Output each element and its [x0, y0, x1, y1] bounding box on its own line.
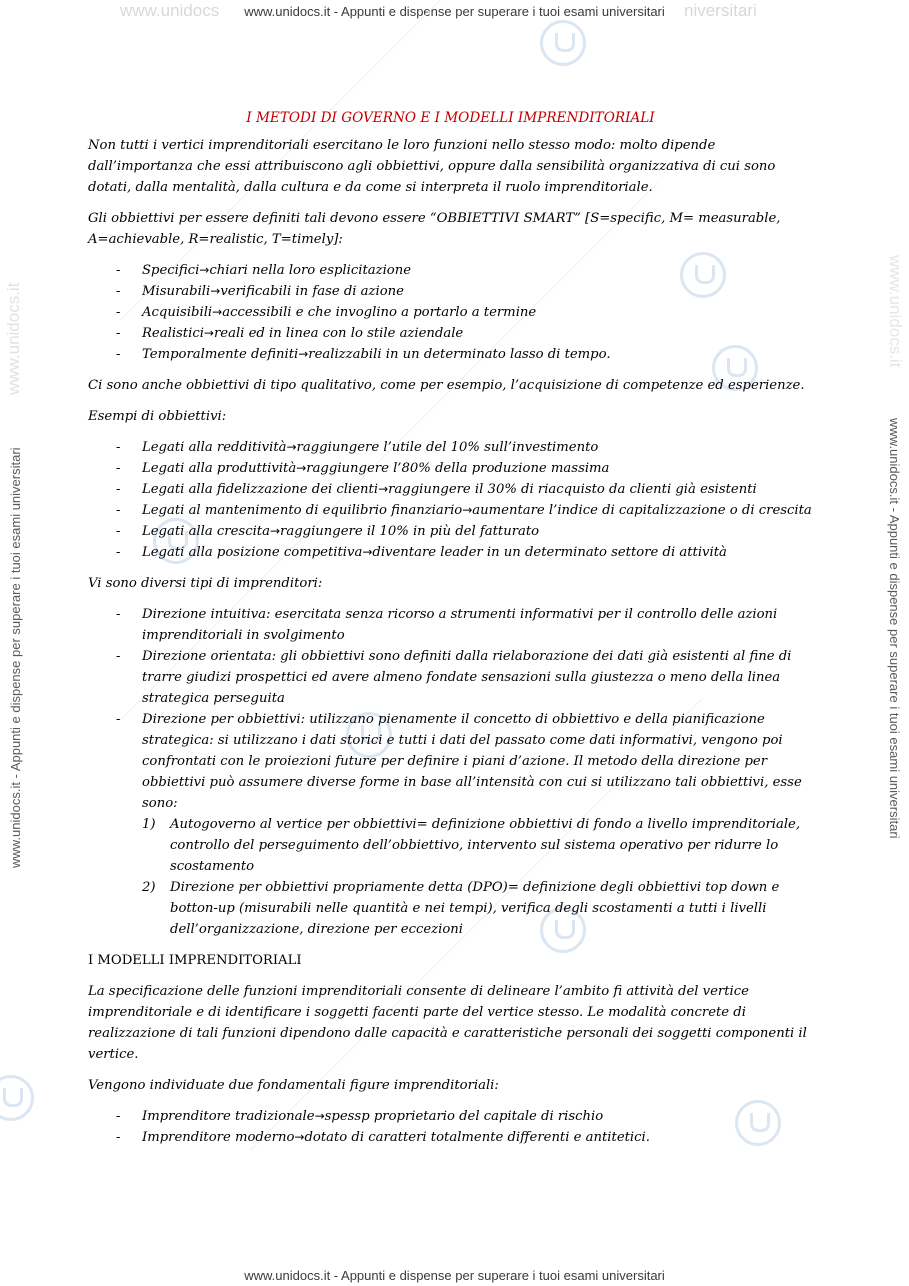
document-body: [88, 108, 813, 1158]
item-desc: verificabili in fase di azione: [220, 284, 404, 299]
item-desc: raggiungere il 30% di riacquisto da clienti già esistenti: [388, 482, 757, 497]
item-term: Legati al mantenimento di equilibrio finanziario: [142, 503, 463, 518]
list-item: [88, 323, 813, 344]
item-desc: realizzabili in un determinato lasso di tempo.: [308, 347, 611, 362]
arrow-icon: →: [286, 440, 297, 454]
types-intro: Vi sono diversi tipi di imprenditori:: [88, 576, 323, 591]
qualitative-paragraph: Ci sono anche obbiettivi di tipo qualitativo, come per esempio, l’acquisizione di competenze ed esperienze.: [88, 378, 805, 393]
list-item: [88, 281, 813, 302]
arrow-icon: →: [203, 326, 214, 340]
side-banner-left: www.unidocs.it - Appunti e dispense per superare i tuoi esami universitari: [8, 447, 23, 868]
numbered-item: [142, 814, 813, 877]
item-number: 1): [142, 817, 156, 832]
types-list: [88, 604, 813, 940]
arrow-icon: →: [314, 1109, 325, 1123]
arrow-icon: →: [269, 524, 281, 538]
arrow-icon: →: [210, 284, 221, 298]
list-item: [88, 542, 813, 563]
item-term: Legati alla redditività: [142, 440, 287, 455]
numbered-list: [142, 814, 813, 940]
side-banner-right: www.unidocs.it - Appunti e dispense per superare i tuoi esami universitari: [887, 418, 902, 839]
list-item: [88, 344, 813, 365]
arrow-icon: →: [212, 305, 223, 319]
section-heading: I MODELLI IMPRENDITORIALI: [88, 953, 302, 968]
section2-figures-intro: Vengono individuate due fondamentali figure imprenditoriali:: [88, 1078, 499, 1093]
list-item: [88, 500, 813, 521]
arrow-icon: →: [294, 1130, 305, 1144]
arrow-icon: →: [298, 347, 309, 361]
arrow-icon: →: [296, 461, 307, 475]
item-term: Acquisibili: [142, 305, 213, 320]
list-item: [88, 1106, 813, 1127]
smart-list: [88, 260, 813, 365]
item-desc: raggiungere l’utile del 10% sull’investimento: [296, 440, 599, 455]
item-desc: dotato di caratteri totalmente differenti e antitetici.: [304, 1130, 650, 1145]
item-desc: chiari nella loro esplicitazione: [209, 263, 412, 278]
list-item: - Direzione orientata: gli obbiettivi sono definiti dalla rielaborazione dei dati già esistenti al fine di trarre giudizi prospettici ed avere almeno fondate sensazioni sulla giustezza o meno della linea strategica perseguita: [88, 646, 813, 709]
item-desc: reali ed in linea con lo stile aziendale: [213, 326, 464, 341]
arrow-icon: →: [462, 503, 473, 517]
list-item: [88, 302, 813, 323]
list-item: [88, 1127, 813, 1148]
list-item: [88, 458, 813, 479]
side-ghost-left: www.unidocs.it: [4, 282, 23, 395]
item-text: Direzione per obbiettivi propriamente detta (DPO)= definizione degli obbiettivi top down e botton-up (misurabili nelle quantità e nei tempi), verifica degli scostamenti a tutti i livelli dell’organizzazione, direzione per eccezioni: [170, 880, 780, 937]
item-term: Legati alla fidelizzazione dei clienti: [142, 482, 379, 497]
item-desc: aumentare l’indice di capitalizzazione o di crescita: [472, 503, 812, 518]
arrow-icon: →: [362, 545, 373, 559]
side-ghost-right: www.unidocs.it: [886, 255, 905, 368]
item-term: Realistici: [142, 326, 204, 341]
figures-list: [88, 1106, 813, 1148]
item-text: Direzione per obbiettivi: utilizzano pienamente il concetto di obbiettivo e della pianificazione strategica: si utilizzano i dati storici e tutti i dati del passato come dati informativi, vengono poi confrontati con le proiezioni future per definire i piani d’azione. Il metodo della direzione per obbiettivi può assumere diverse forme in base all’intensità con cui si utilizzano tali obbiettivi, esse sono:: [142, 712, 802, 811]
list-item: [88, 709, 813, 940]
list-item: [88, 521, 813, 542]
list-item: [88, 479, 813, 500]
section2-paragraph: La specificazione delle funzioni imprenditoriali consente di delineare l’ambito fi attività del vertice imprenditoriale e di identificare i soggetti facenti parte del vertice stesso. Le modalità concrete di realizzazione di tali funzioni dipendono dalle capacità e caratteristiche personali dei soggetti componenti il vertice.: [88, 984, 807, 1062]
smart-intro-paragraph: Gli obbiettivi per essere definiti tali devono essere “OBBIETTIVI SMART” [S=specific, M= measurable, A=achievable, R=realistic, T=timely]:: [88, 211, 781, 247]
intro-paragraph: Non tutti i vertici imprenditoriali esercitano le loro funzioni nello stesso modo: molto dipende dall’importanza che essi attribuiscono agli obbiettivi, oppure dalla sensibilità organizzativa di cui sono dotati, dalla mentalità, dalla cultura e da come si interpreta il ruolo imprenditoriale.: [88, 138, 776, 195]
examples-list: [88, 437, 813, 563]
header-ghost-left: www.unidocs: [120, 1, 220, 20]
item-desc: spessp proprietario del capitale di rischio: [324, 1109, 604, 1124]
item-desc: accessibili e che invoglino a portarlo a termine: [222, 305, 537, 320]
item-term: Legati alla crescita: [142, 524, 270, 539]
item-term: Legati alla posizione competitiva: [142, 545, 363, 560]
item-desc: diventare leader in un determinato settore di attività: [372, 545, 727, 560]
list-item: - Direzione intuitiva: esercitata senza ricorso a strumenti informativi per il controllo delle azioni imprenditoriali in svolgimento: [88, 604, 813, 646]
item-desc: raggiungere il 10% in più del fatturato: [280, 524, 540, 539]
header-ghost-right: niversitari: [684, 1, 757, 20]
watermark-logo-icon: [540, 20, 586, 66]
item-term: Legati alla produttività: [142, 461, 297, 476]
examples-intro: Esempi di obbiettivi:: [88, 409, 227, 424]
footer-text: www.unidocs.it - Appunti e dispense per superare i tuoi esami universitari: [244, 1268, 665, 1283]
item-term: Misurabili: [142, 284, 211, 299]
item-desc: raggiungere l’80% della produzione massima: [306, 461, 610, 476]
header-text: www.unidocs.it - Appunti e dispense per superare i tuoi esami universitari: [244, 4, 665, 19]
item-term: Specifici: [142, 263, 200, 278]
page-footer: [0, 1268, 909, 1283]
item-text: Autogoverno al vertice per obbiettivi= definizione obbiettivi di fondo a livello imprenditoriale, controllo del perseguimento dell’obbiettivo, intervento sul sistema operativo per ridurre lo scostamento: [170, 817, 801, 874]
list-item: [88, 260, 813, 281]
watermark-logo-icon: [0, 1075, 34, 1121]
item-term: Temporalmente definiti: [142, 347, 299, 362]
item-term: Imprenditore tradizionale: [142, 1109, 315, 1124]
page-title: I METODI DI GOVERNO E I MODELLI IMPRENDITORIALI: [246, 110, 655, 126]
numbered-item: [142, 877, 813, 940]
list-item: [88, 437, 813, 458]
page-header: [0, 1, 909, 20]
arrow-icon: →: [199, 263, 210, 277]
arrow-icon: →: [378, 482, 389, 496]
item-term: Imprenditore moderno: [142, 1130, 295, 1145]
item-number: 2): [142, 880, 156, 895]
